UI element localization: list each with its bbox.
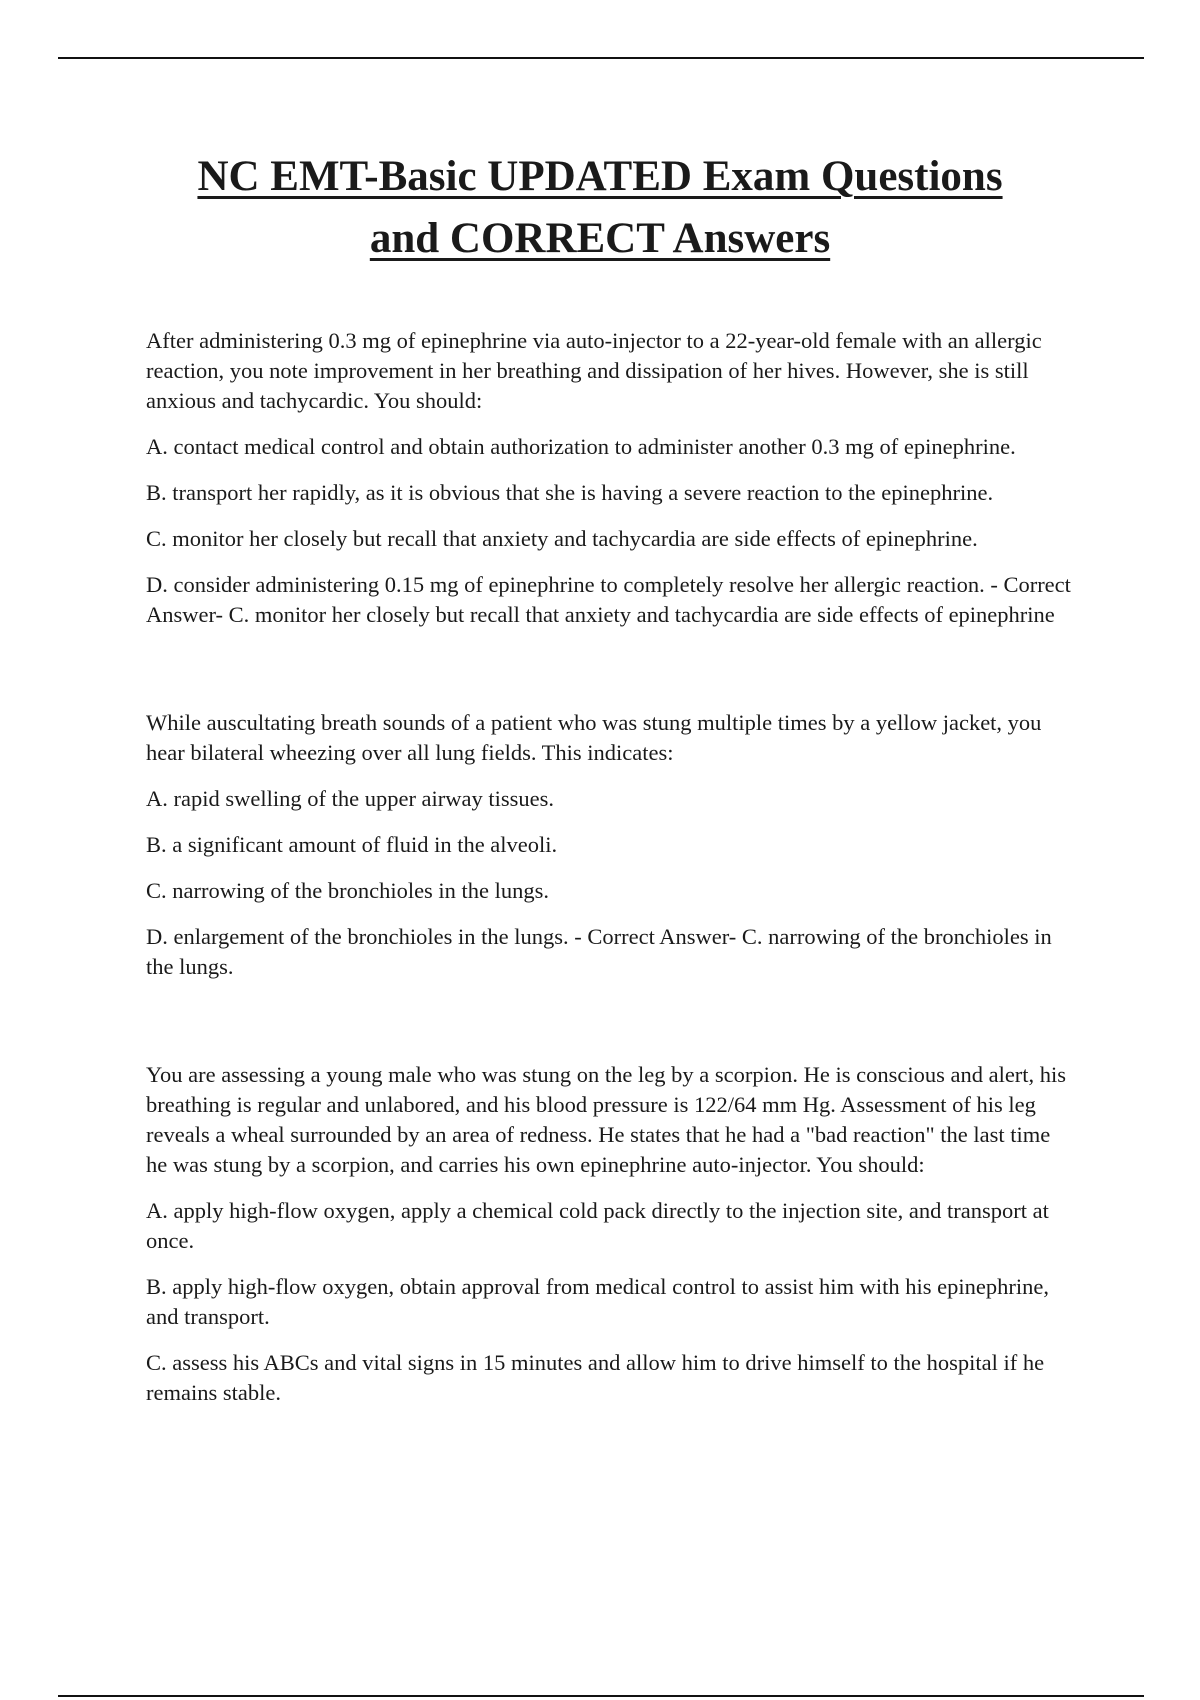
answer-option-d-with-correct-answer: D. consider administering 0.15 mg of epinephrine to completely resolve her allergic reaction. - Correct Answer- C. monitor her closely but recall that anxiety and tachycardia are side effects of epinephrine: [146, 572, 1071, 627]
answer-option-c: C. monitor her closely but recall that anxiety and tachycardia are side effects of epinephrine.: [146, 526, 978, 551]
footer-rule: [58, 1695, 1144, 1697]
question-1: [146, 326, 1076, 630]
question-2: [146, 708, 1076, 982]
answer-option-a: A. apply high-flow oxygen, apply a chemical cold pack directly to the injection site, and transport at once.: [146, 1198, 1049, 1253]
document-title-line-1: NC EMT-Basic UPDATED Exam Questions: [197, 153, 1003, 200]
question-stem: After administering 0.3 mg of epinephrine via auto-injector to a 22-year-old female with an allergic reaction, you note improvement in her breathing and dissipation of her hives. However, she is still anxious and tachycardic. You should:: [146, 328, 1042, 413]
question-list: [146, 326, 1076, 1424]
answer-option-a: A. contact medical control and obtain authorization to administer another 0.3 mg of epinephrine.: [146, 434, 1016, 459]
header-rule: [58, 57, 1144, 59]
question-3: [146, 1060, 1076, 1408]
question-stem: You are assessing a young male who was stung on the leg by a scorpion. He is conscious and alert, his breathing is regular and unlabored, and his blood pressure is 122/64 mm Hg. Assessment of his leg reveals a wheal surrounded by an area of redness. He states that he had a "bad reaction" the last time he was stung by a scorpion, and carries his own epinephrine auto-injector. You should:: [146, 1062, 1067, 1177]
answer-option-b: B. transport her rapidly, as it is obvious that she is having a severe reaction to the epinephrine.: [146, 480, 994, 505]
answer-option-c: C. narrowing of the bronchioles in the lungs.: [146, 878, 550, 903]
answer-option-b: B. a significant amount of fluid in the alveoli.: [146, 832, 558, 857]
answer-option-c: C. assess his ABCs and vital signs in 15 minutes and allow him to drive himself to the hospital if he remains stable.: [146, 1350, 1045, 1405]
document-title-line-2: and CORRECT Answers: [369, 215, 831, 262]
answer-option-b: B. apply high-flow oxygen, obtain approval from medical control to assist him with his epinephrine, and transport.: [146, 1274, 1049, 1329]
document-title: [0, 146, 1200, 270]
question-stem: While auscultating breath sounds of a patient who was stung multiple times by a yellow jacket, you hear bilateral wheezing over all lung fields. This indicates:: [146, 710, 1042, 765]
answer-option-a: A. rapid swelling of the upper airway tissues.: [146, 786, 555, 811]
answer-option-d-with-correct-answer: D. enlargement of the bronchioles in the lungs. - Correct Answer- C. narrowing of the bronchioles in the lungs.: [146, 924, 1052, 979]
